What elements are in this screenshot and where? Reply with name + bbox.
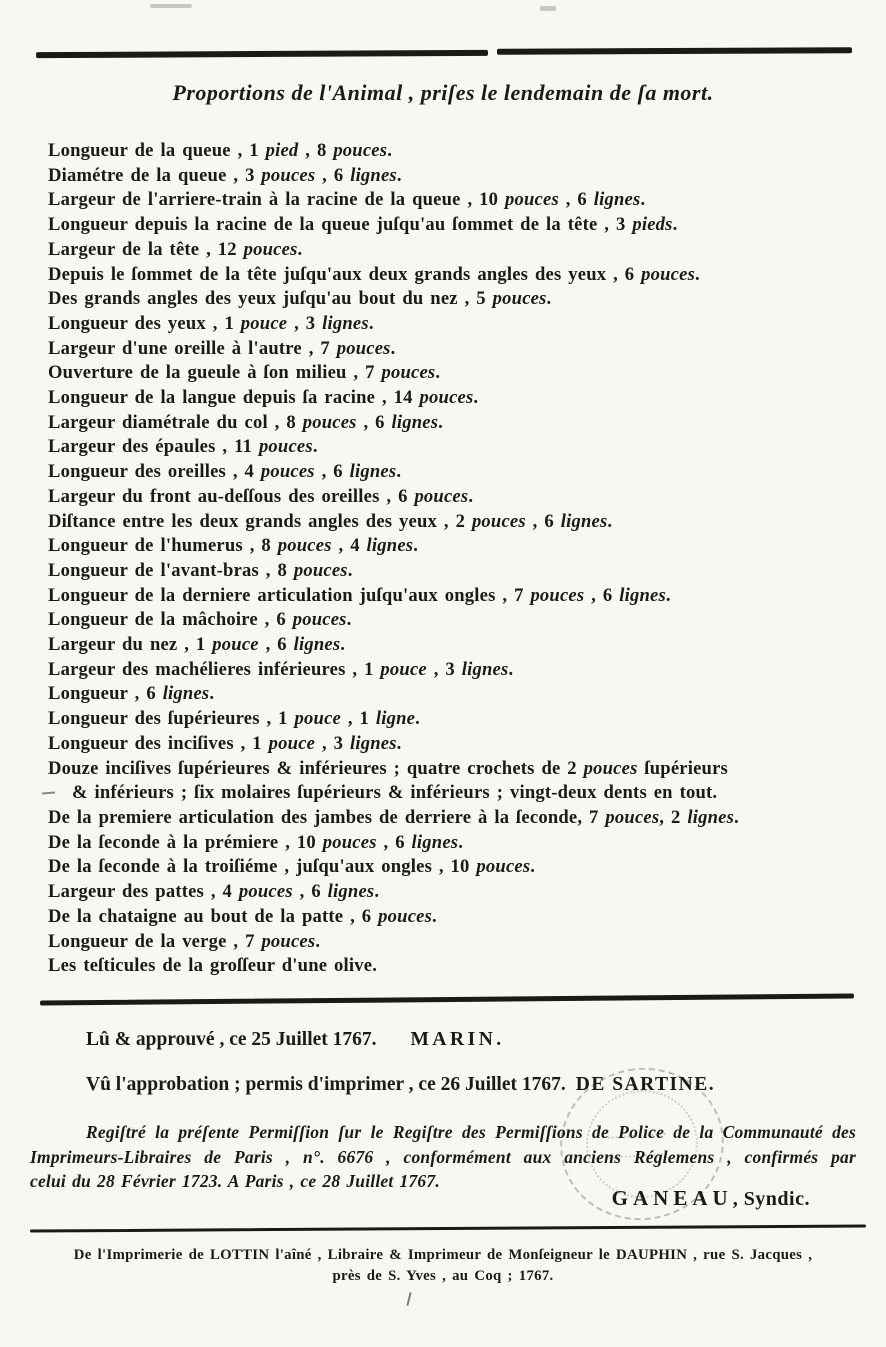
measurement-line: Largeur d'une oreille à l'autre , 7 pouces. bbox=[48, 337, 396, 359]
approval-print-signature: DE SARTINE. bbox=[575, 1074, 716, 1095]
printer-imprint bbox=[33, 1245, 853, 1287]
syndic-title: , Syndic. bbox=[732, 1188, 810, 1210]
measurement-line: Largeur des machélieres inférieures , 1 pouce , 3 lignes. bbox=[48, 658, 514, 680]
measurement-line: Largeur des pattes , 4 pouces , 6 lignes. bbox=[48, 881, 380, 903]
measurement-line: Longueur de la mâchoire , 6 pouces. bbox=[48, 609, 352, 631]
page-title: Proportions de l'Animal , priſes le lendemain de ſa mort. bbox=[172, 80, 714, 105]
approval-read-signature: MARIN. bbox=[410, 1029, 505, 1050]
scan-speck bbox=[540, 6, 556, 11]
imprint-line-1: De l'Imprimerie de LOTTIN l'aîné , Libraire & Imprimeur de Monſeigneur le DAUPHIN , rue S. Jacques , bbox=[73, 1247, 813, 1263]
imprint-line-2: près de S. Yves , au Coq ; 1767. bbox=[332, 1268, 554, 1284]
measurement-line: Longueur , 6 lignes. bbox=[48, 683, 215, 705]
registration-line: celui du 28 Février 1723. A Paris , ce 28 Juillet 1767. bbox=[30, 1171, 440, 1191]
measurement-line: Longueur des yeux , 1 pouce , 3 lignes. bbox=[48, 312, 374, 334]
approval-print-line bbox=[86, 1074, 715, 1096]
measurement-line: Longueur de la queue , 1 pied , 8 pouces. bbox=[48, 140, 393, 161]
scan-speck bbox=[150, 4, 192, 8]
approval-read-text: Lû & approuvé , ce 25 Juillet 1767. bbox=[86, 1029, 377, 1050]
measurement-line: De la ſeconde à la prémiere , 10 pouces , 6 lignes. bbox=[48, 831, 464, 853]
approval-print-text: Vû l'approbation ; permis d'imprimer , ce 26 Juillet 1767. bbox=[86, 1074, 566, 1095]
measurement-line: Largeur de l'arriere-train à la racine de la queue , 10 pouces , 6 lignes. bbox=[48, 189, 646, 211]
measurement-line: Les teſticules de la groſſeur d'une olive. bbox=[48, 955, 378, 977]
measurement-line: Longueur des oreilles , 4 pouces , 6 lignes. bbox=[48, 461, 402, 483]
measurement-line: Longueur depuis la racine de la queue juſqu'au ſommet de la tête , 3 pieds. bbox=[48, 214, 678, 236]
measurement-line: De la premiere articulation des jambes de derriere à la ſeconde, 7 pouces, 2 lignes. bbox=[48, 806, 739, 828]
syndic-signature bbox=[612, 1186, 810, 1211]
approval-read-line bbox=[86, 1029, 505, 1051]
measurement-line: & inférieurs ; ſix molaires ſupérieurs & inférieurs ; vingt-deux dents en tout. bbox=[48, 781, 858, 806]
measurement-line: Des grands angles des yeux juſqu'au bout du nez , 5 pouces. bbox=[48, 288, 552, 310]
measurement-line: Longueur de la langue depuis ſa racine , 14 pouces. bbox=[48, 387, 479, 409]
registration-paragraph bbox=[30, 1120, 856, 1194]
measurement-line: De la chataigne au bout de la patte , 6 pouces. bbox=[48, 905, 437, 927]
measurement-list bbox=[48, 139, 858, 979]
measurement-line: Largeur du front au-deſſous des oreilles , 6 pouces. bbox=[48, 485, 474, 507]
measurement-line: Longueur de l'humerus , 8 pouces , 4 lignes. bbox=[48, 535, 419, 557]
measurement-line: Largeur des épaules , 11 pouces. bbox=[48, 436, 318, 458]
measurement-line: Longueur de la verge , 7 pouces. bbox=[48, 930, 321, 952]
measurement-line: Diamétre de la queue , 3 pouces , 6 lignes. bbox=[48, 164, 402, 186]
measurement-line: Longueur de l'avant-bras , 8 pouces. bbox=[48, 559, 353, 581]
top-rule-left-segment bbox=[36, 50, 488, 58]
measurement-line: Longueur des ſupérieures , 1 pouce , 1 ligne. bbox=[48, 708, 420, 730]
registration-line: Imprimeurs-Libraires de Paris , n°. 6676 , conformément aux anciens Réglemens , confirmés par bbox=[30, 1146, 856, 1167]
measurement-line: Largeur du nez , 1 pouce , 6 lignes. bbox=[48, 634, 346, 656]
measurement-line: Ouverture de la gueule à ſon milieu , 7 pouces. bbox=[48, 362, 441, 384]
bottom-rule bbox=[30, 1224, 866, 1232]
measurement-line: De la ſeconde à la troiſiéme , juſqu'aux ongles , 10 pouces. bbox=[48, 856, 536, 878]
measurement-line: Longueur des inciſives , 1 pouce , 3 lignes. bbox=[48, 732, 402, 754]
registration-line: Regiſtré la préſente Permiſſion ſur le Regiſtre des Permiſſions de Police de la Communauté des bbox=[86, 1122, 856, 1142]
measurement-line: Douze inciſives ſupérieures & inférieures ; quatre crochets de 2 pouces ſupérieurs bbox=[48, 757, 728, 779]
scan-speck bbox=[406, 1292, 411, 1306]
syndic-name: GANEAU bbox=[611, 1186, 733, 1210]
measurement-line: Depuis le ſommet de la tête juſqu'aux deux grands angles des yeux , 6 pouces. bbox=[48, 263, 700, 285]
middle-rule bbox=[40, 993, 854, 1005]
measurement-line: Largeur diamétrale du col , 8 pouces , 6 lignes. bbox=[48, 411, 444, 433]
measurement-line: Largeur de la tête , 12 pouces. bbox=[48, 238, 303, 260]
measurement-line: Longueur de la derniere articulation juſqu'aux ongles , 7 pouces , 6 lignes. bbox=[48, 584, 671, 606]
measurement-line: Diſtance entre les deux grands angles des yeux , 2 pouces , 6 lignes. bbox=[48, 510, 613, 532]
top-rule-right-segment bbox=[497, 47, 852, 55]
